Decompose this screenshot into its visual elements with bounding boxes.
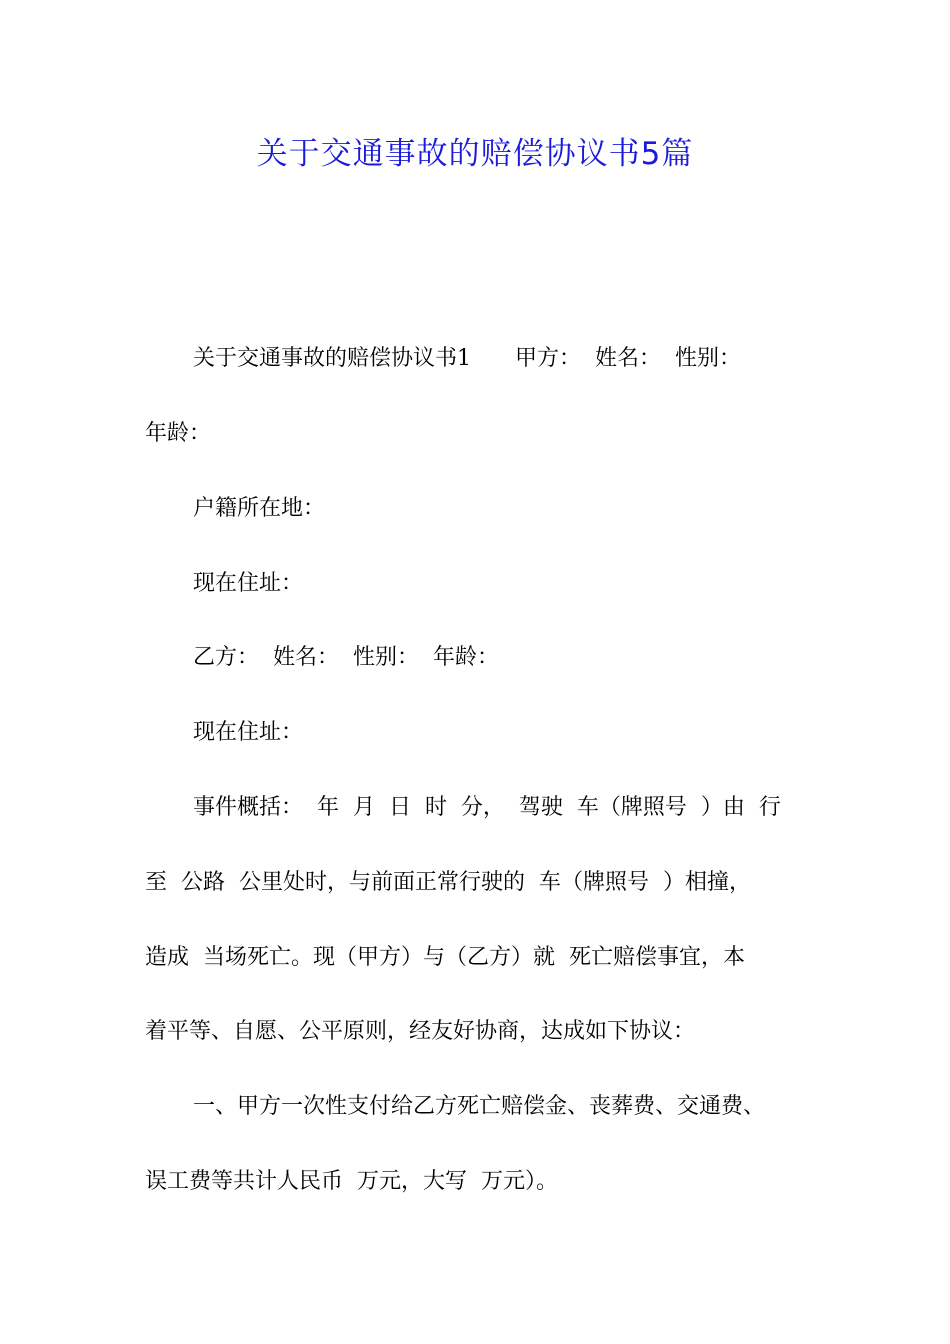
paragraph-line: 现在住址： bbox=[193, 571, 304, 596]
paragraph-line: 误工费等共计人民币 万元，大写 万元）。 bbox=[145, 1169, 558, 1194]
paragraph-line: 着平等、自愿、公平原则，经友好协商，达成如下协议： bbox=[145, 1019, 696, 1044]
paragraph-line: 至 公路 公里处时，与前面正常行驶的 车（牌照号 ）相撞， bbox=[145, 870, 751, 895]
paragraph-line: 造成 当场死亡。现（甲方）与（乙方）就 死亡赔偿事宜，本 bbox=[145, 945, 745, 970]
paragraph-line: 现在住址： bbox=[193, 720, 304, 745]
paragraph-line: 事件概括： 年 月 日 时 分， 驾驶 车（牌照号 ）由 行 bbox=[193, 795, 781, 820]
paragraph-line: 户籍所在地： bbox=[193, 496, 326, 521]
document-title: 关于交通事故的赔偿协议书5篇 bbox=[256, 136, 694, 172]
paragraph-line: 乙方： 姓名： 性别： 年龄： bbox=[193, 645, 499, 670]
paragraph-line: 关于交通事故的赔偿协议书1 甲方： 姓名： 性别： bbox=[193, 346, 741, 371]
paragraph-line: 一、甲方一次性支付给乙方死亡赔偿金、丧葬费、交通费、 bbox=[193, 1094, 766, 1119]
paragraph-line: 年龄： bbox=[145, 421, 212, 446]
